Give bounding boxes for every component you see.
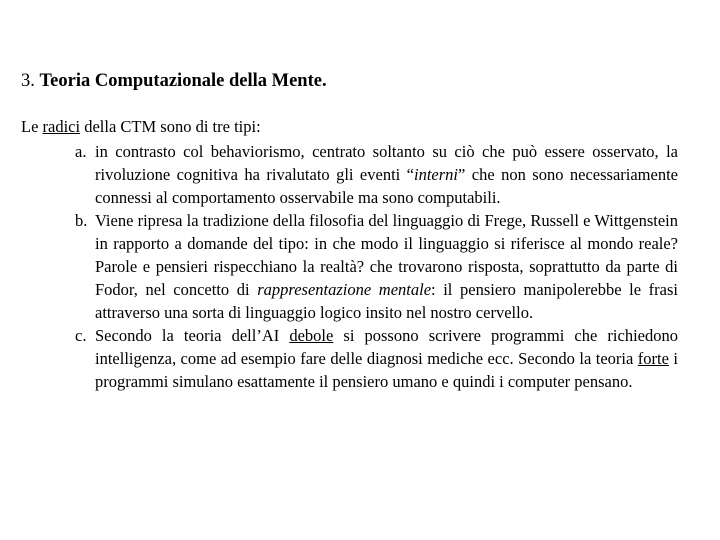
list-item-text: Secondo la teoria dell’AI debole si possono scrivere programmi che richiedono intelligenza, come ad esempio fare delle diagnosi mediche ecc. Secondo la teoria forte i programmi simulano esattamente il pensiero umano e quindi i computer pensano. xyxy=(95,326,678,391)
intro-paragraph: Le radici della CTM sono di tre tipi: xyxy=(21,117,261,136)
list-item-c xyxy=(0,324,720,393)
list-item-label: c. xyxy=(75,326,87,345)
list-item-text: in contrasto col behaviorismo, centrato soltanto su ciò che può essere osservato, la rivoluzione cognitiva ha rivalutato gli eventi “interni” che non sono necessariamente connessi al comportamento osservabile ma sono computabili. xyxy=(95,142,678,207)
list-item-label: b. xyxy=(75,211,88,230)
page-title: 3. Teoria Computazionale della Mente. xyxy=(21,71,327,91)
ctm-roots-list xyxy=(0,140,720,393)
list-item-b xyxy=(0,209,720,324)
list-item-label: a. xyxy=(75,142,87,161)
list-item-a xyxy=(0,140,720,209)
list-item-text: Viene ripresa la tradizione della filosofia del linguaggio di Frege, Russell e Wittgenstein in rapporto a domande del tipo: in che modo il linguaggio si riferisce al mondo reale? Parole e pensieri rispecchiano la realtà? che trovarono risposta, soprattutto da parte di Fodor, nel concetto di rappresentazione mentale: il pensiero manipolerebbe le frasi attraverso una sorta di linguaggio logico insito nel nostro cervello. xyxy=(95,211,678,322)
